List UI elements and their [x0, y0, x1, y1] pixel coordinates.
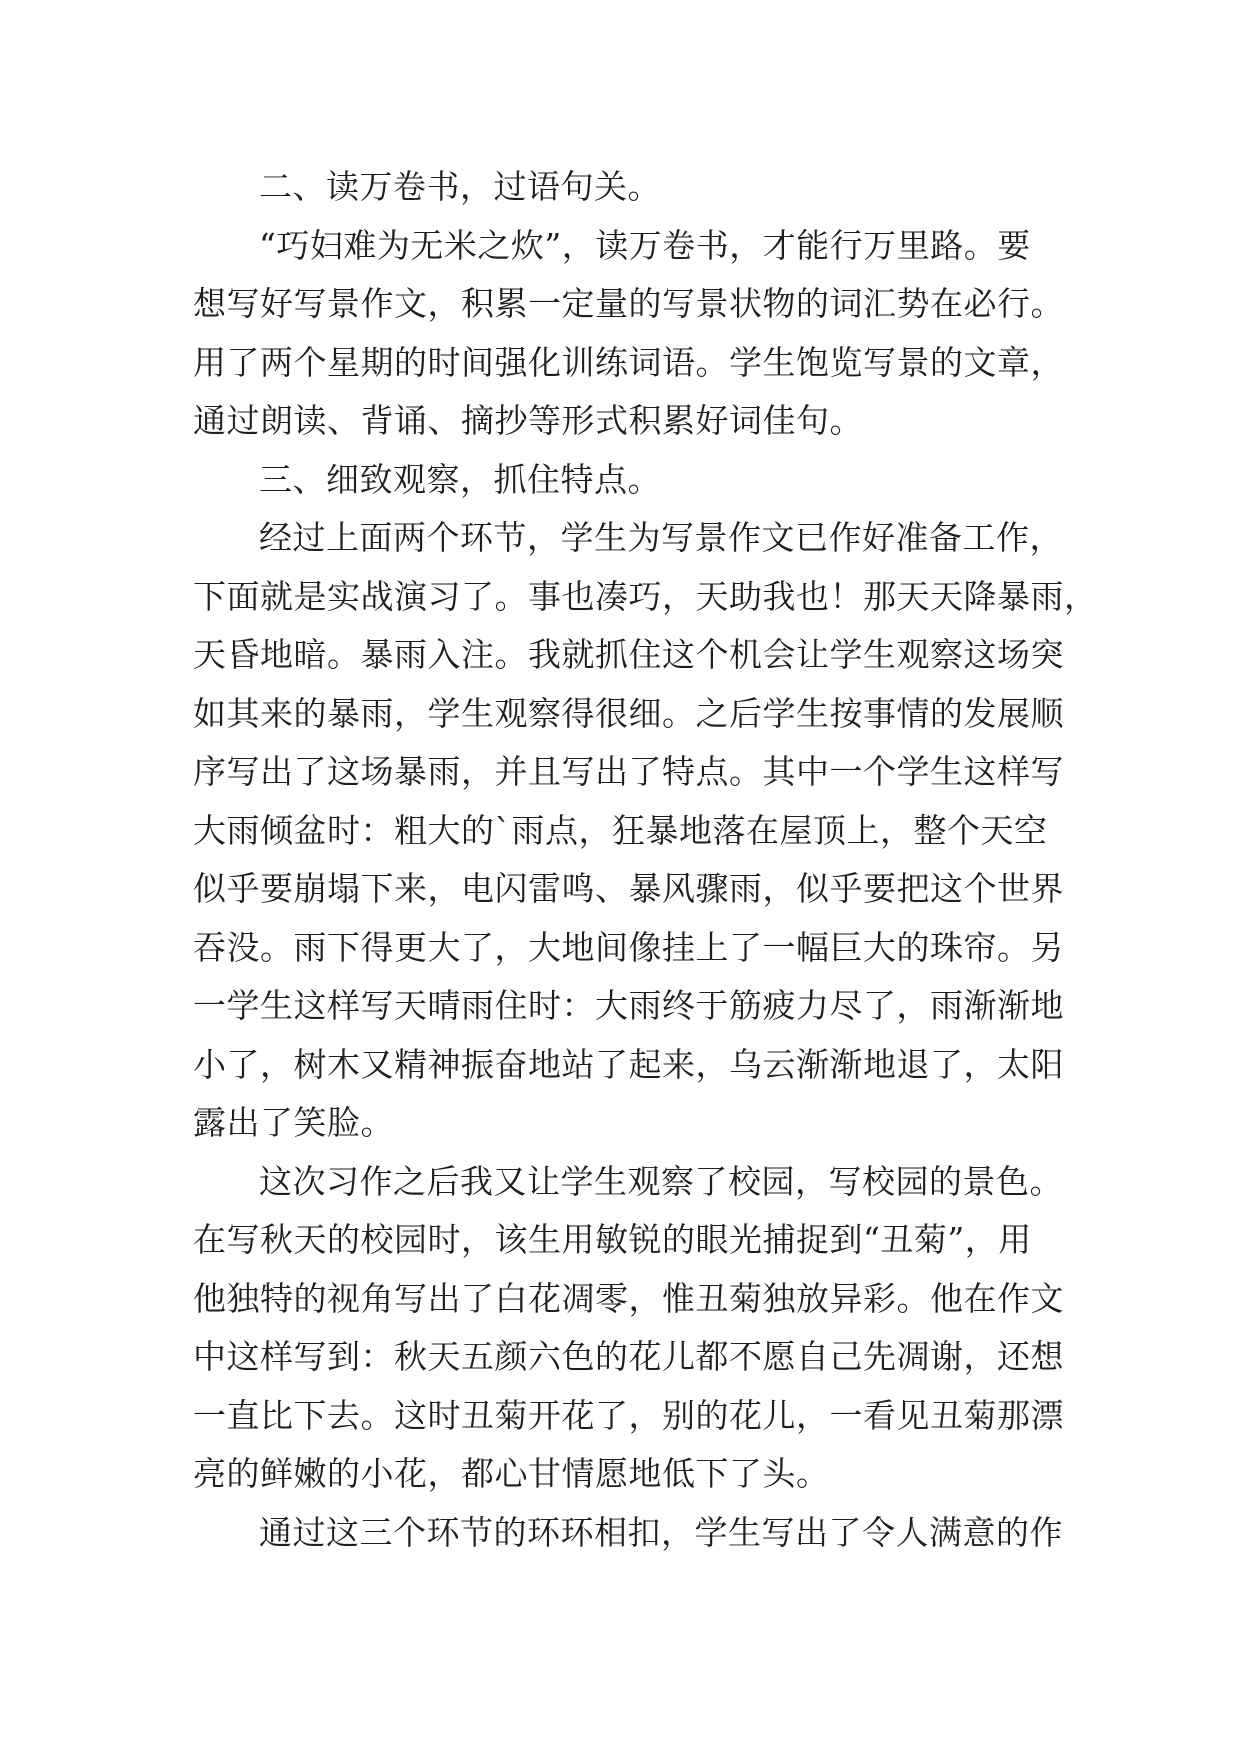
paragraph-line: 一直比下去。这时丑菊开花了，别的花儿，一看见丑菊那漂: [193, 1395, 1064, 1435]
paragraph-line: 中这样写到：秋天五颜六色的花儿都不愿自己先凋谢，还想: [193, 1337, 1064, 1376]
paragraph-line: 吞没。雨下得更大了，大地间像挂上了一幅巨大的珠帘。另: [193, 927, 1064, 967]
paragraph-line: 序写出了这场暴雨，并且写出了特点。其中一个学生这样写: [193, 752, 1064, 791]
paragraph-line: “巧妇难为无米之炊”，读万卷书，才能行万里路。要: [259, 225, 1031, 265]
paragraph-line: 天昏地暗。暴雨入注。我就抓住这个机会让学生观察这场突: [193, 635, 1064, 674]
paragraph-line: 亮的鲜嫩的小花，都心甘情愿地低下了头。: [193, 1454, 830, 1493]
paragraph-line: 用了两个星期的时间强化训练词语。学生饱览写景的文章，: [193, 342, 1064, 382]
paragraph-line: 在写秋天的校园时，该生用敏锐的眼光捕捉到“丑菊”，用: [193, 1220, 1032, 1259]
paragraph-line: 这次习作之后我又让学生观察了校园，写校园的景色。: [259, 1161, 1063, 1201]
paragraph-line: 他独特的视角写出了白花凋零，惟丑菊独放异彩。他在作文: [193, 1278, 1064, 1318]
paragraph-line: 经过上面两个环节，学生为写景作文已作好准备工作，: [259, 518, 1063, 557]
paragraph-line: 一学生这样写天晴雨住时：大雨终于筋疲力尽了，雨渐渐地: [193, 986, 1064, 1025]
paragraph-line: 似乎要崩塌下来，电闪雷鸣、暴风骤雨，似乎要把这个世界: [193, 869, 1064, 908]
paragraph-line: 小了，树木又精神振奋地站了起来，乌云渐渐地退了，太阳: [193, 1044, 1064, 1084]
paragraph-line: 下面就是实战演习了。事也凑巧，天助我也！那天天降暴雨，: [193, 576, 1098, 616]
document-body: [193, 158, 1098, 1562]
paragraph-line: 通过朗读、背诵、摘抄等形式积累好词佳句。: [193, 401, 863, 440]
paragraph-line: 大雨倾盆时：粗大的`雨点，狂暴地落在屋顶上，整个天空: [193, 810, 1048, 850]
section-heading-2: 二、读万卷书，过语句关。: [259, 167, 661, 206]
section-heading-3: 三、细致观察，抓住特点。: [259, 459, 661, 499]
paragraph-line: 如其来的暴雨，学生观察得很细。之后学生按事情的发展顺: [193, 693, 1064, 733]
paragraph-line: 露出了笑脸。: [193, 1103, 394, 1142]
paragraph-line: 想写好写景作文，积累一定量的写景状物的词汇势在必行。: [193, 284, 1064, 323]
paragraph-line: 通过这三个环节的环环相扣，学生写出了令人满意的作: [259, 1512, 1063, 1552]
